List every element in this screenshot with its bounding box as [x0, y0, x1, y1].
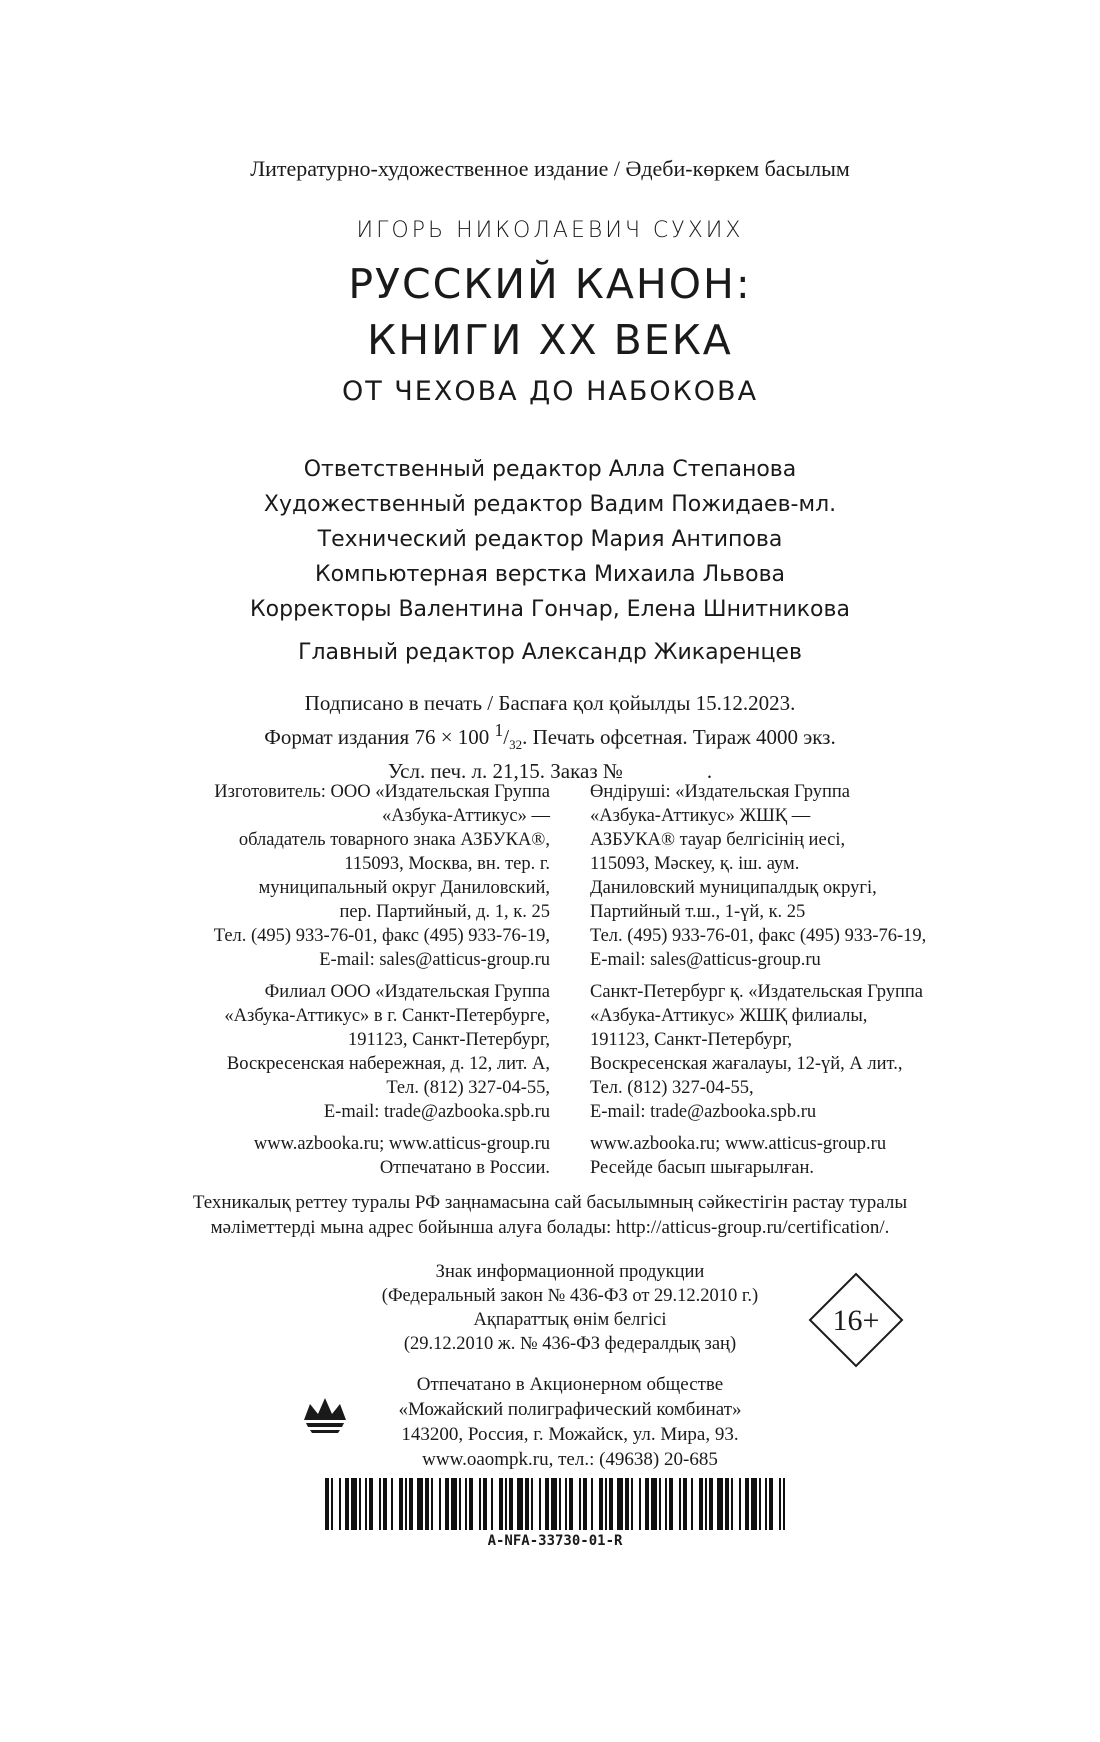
- barcode-bar: [565, 1478, 567, 1530]
- branch-line: 191123, Санкт-Петербург,: [348, 1030, 550, 1050]
- book-title-line-1: РУССКИЙ КАНОН:: [348, 260, 752, 308]
- barcode-bar: [617, 1478, 623, 1530]
- barcode-bar: [399, 1478, 403, 1530]
- barcode-bar: [391, 1478, 393, 1530]
- branch-line: «Азбука-Аттикус» ЖШҚ филиалы,: [590, 1006, 868, 1026]
- signed-to-print: Подписано в печать / Баспаға қол қойылды 15.12.2023.: [304, 691, 796, 715]
- barcode-bar: [325, 1478, 329, 1530]
- barcode-bar: [351, 1478, 357, 1530]
- printer-line: Отпечатано в Акционерном обществе: [416, 1374, 724, 1395]
- barcode-bar: [659, 1478, 661, 1530]
- barcode-bar: [409, 1478, 413, 1530]
- barcode-bar: [625, 1478, 629, 1530]
- manufacturer-line: «Азбука-Аттикус» —: [381, 806, 550, 826]
- barcode-bar: [745, 1478, 749, 1530]
- barcode-bar: [417, 1478, 423, 1530]
- credit-line: Ответственный редактор Алла Степанова: [303, 457, 797, 482]
- printer-line: 143200, Россия, г. Можайск, ул. Мира, 93.: [401, 1424, 739, 1445]
- author-name: ИГОРЬ НИКОЛАЕВИЧ СУХИХ: [356, 218, 744, 243]
- web-line: www.azbooka.ru; www.atticus-group.ru: [253, 1134, 550, 1154]
- book-subtitle: ОТ ЧЕХОВА ДО НАБОКОВА: [341, 376, 759, 407]
- barcode-bar: [725, 1478, 729, 1530]
- barcode-bar: [579, 1478, 581, 1530]
- sign-line: Ақпараттық өнім белгісі: [473, 1310, 667, 1330]
- barcode-bar: [345, 1478, 349, 1530]
- barcode-bar: [739, 1478, 741, 1530]
- credit-line: Художественный редактор Вадим Пожидаев-мл.: [263, 492, 837, 517]
- barcode-bar: [569, 1478, 573, 1530]
- edition-type: Литературно-художественное издание / Әдеби-көркем басылым: [250, 156, 850, 181]
- russian-imprint-column: [130, 780, 550, 1180]
- barcode-bar: [431, 1478, 433, 1530]
- barcode-bar: [379, 1478, 381, 1530]
- manufacturer-line: 115093, Мәскеу, қ. іш. аум.: [590, 854, 800, 874]
- barcode-bar: [705, 1478, 707, 1530]
- barcode-bar: [717, 1478, 723, 1530]
- web-line: Отпечатано в России.: [379, 1158, 550, 1178]
- manufacturer-line: Изготовитель: ООО «Издательская Группа: [214, 782, 550, 802]
- barcode-bar: [425, 1478, 429, 1530]
- barcode-bar: [551, 1478, 557, 1530]
- format-line: Формат издания 76 × 100 $^1/_{32}$. Печать офсетная. Тираж 4000 экз.: [264, 720, 836, 753]
- printing-house: [320, 1372, 820, 1472]
- branch-line: E-mail: trade@azbooka.spb.ru: [590, 1102, 817, 1122]
- editorial-credits: [0, 452, 1100, 627]
- barcode-bar: [383, 1478, 387, 1530]
- age-rating-text: 16+: [832, 1304, 880, 1337]
- barcode-bar: [591, 1478, 593, 1530]
- format-fraction-den: 32: [509, 737, 523, 753]
- barcode-bar: [517, 1478, 523, 1530]
- barcode-bar: [709, 1478, 713, 1530]
- barcode-bar: [559, 1478, 561, 1530]
- barcode-bar: [599, 1478, 603, 1530]
- branch-line: Воскресенская жағалауы, 12-үй, А лит.,: [590, 1054, 903, 1074]
- credit-line: Технический редактор Мария Антипова: [317, 527, 783, 552]
- barcode-bar: [405, 1478, 407, 1530]
- barcode-bar: [539, 1478, 541, 1530]
- technical-regulation-notice: [0, 1190, 1100, 1240]
- manufacturer-line: E-mail: sales@atticus-group.ru: [319, 950, 550, 970]
- barcode-code: A-NFA-33730-01-R: [487, 1533, 623, 1549]
- printer-line: www.oaompk.ru, тел.: (49638) 20-685: [422, 1449, 718, 1470]
- barcode-bar: [469, 1478, 473, 1530]
- manufacturer-line: Тел. (495) 933-76-01, факс (495) 933-76-19,: [213, 926, 550, 946]
- barcode-bar: [669, 1478, 673, 1530]
- sign-line: (29.12.2010 ж. № 436-ФЗ федералдық заң): [403, 1334, 737, 1354]
- branch-line: «Азбука-Аттикус» в г. Санкт-Петербурге,: [224, 1006, 550, 1026]
- barcode: [325, 1478, 785, 1530]
- web-line: Ресейде басып шығарылған.: [590, 1158, 815, 1178]
- barcode-bar: [465, 1478, 467, 1530]
- barcode-bar: [499, 1478, 503, 1530]
- credit-line: Корректоры Валентина Гончар, Елена Шнитникова: [250, 597, 850, 622]
- barcode-bar: [491, 1478, 493, 1530]
- format-fraction-num: 1: [494, 720, 504, 740]
- manufacturer-line: Тел. (495) 933-76-01, факс (495) 933-76-19,: [590, 926, 927, 946]
- barcode-bar: [645, 1478, 649, 1530]
- branch-line: E-mail: trade@azbooka.spb.ru: [323, 1102, 550, 1122]
- barcode-bar: [365, 1478, 367, 1530]
- barcode-bar: [683, 1478, 687, 1530]
- manufacturer-line: муниципальный округ Даниловский,: [258, 878, 550, 898]
- barcode-bar: [765, 1478, 767, 1530]
- barcode-bar: [679, 1478, 681, 1530]
- barcode-bar: [631, 1478, 633, 1530]
- print-info: [0, 690, 1100, 785]
- barcode-bar: [451, 1478, 457, 1530]
- barcode-bar: [505, 1478, 507, 1530]
- barcode-bar: [583, 1478, 587, 1530]
- printer-line: «Можайский полиграфический комбинат»: [398, 1399, 742, 1420]
- kazakh-imprint-column: [590, 780, 1010, 1180]
- manufacturer-line: Даниловский муниципалдық округі,: [590, 878, 877, 898]
- manufacturer-line: обладатель товарного знака АЗБУКА®,: [238, 830, 550, 850]
- barcode-bar: [783, 1478, 785, 1530]
- sheets-order: Усл. печ. л. 21,15. Заказ № .: [387, 759, 713, 784]
- format-prefix: Формат издания 76 × 100: [264, 725, 490, 749]
- barcode-bar: [483, 1478, 487, 1530]
- manufacturer-line: Партийный т.ш., 1-үй, к. 25: [590, 902, 806, 922]
- barcode-bar: [509, 1478, 513, 1530]
- barcode-bar: [525, 1478, 529, 1530]
- notice-line: Техникалық реттеу туралы РФ заңнамасына сай басылымның сәйкестігін растау туралы: [192, 1192, 908, 1213]
- barcode-bar: [699, 1478, 703, 1530]
- manufacturer-line: E-mail: sales@atticus-group.ru: [590, 950, 821, 970]
- manufacturer-line: пер. Партийный, д. 1, к. 25: [339, 902, 550, 922]
- credit-line: Компьютерная верстка Михаила Львова: [314, 562, 786, 587]
- barcode-bar: [665, 1478, 667, 1530]
- barcode-bar: [731, 1478, 733, 1530]
- branch-line: 191123, Санкт-Петербург,: [590, 1030, 792, 1050]
- book-title-line-2: КНИГИ ХХ ВЕКА: [367, 316, 733, 364]
- barcode-bar: [445, 1478, 449, 1530]
- barcode-bar: [531, 1478, 533, 1530]
- barcode-bar: [369, 1478, 373, 1530]
- barcode-bar: [339, 1478, 341, 1530]
- branch-line: Санкт-Петербург қ. «Издательская Группа: [590, 982, 923, 1002]
- chief-editor: Главный редактор Александр Жикаренцев: [298, 640, 802, 665]
- manufacturer-line: «Азбука-Аттикус» ЖШҚ —: [590, 806, 811, 826]
- branch-line: Тел. (812) 327-04-55,: [386, 1078, 550, 1098]
- barcode-bar: [359, 1478, 361, 1530]
- barcode-bar: [609, 1478, 613, 1530]
- branch-line: Воскресенская набережная, д. 12, лит. А,: [226, 1054, 550, 1074]
- barcode-bar: [545, 1478, 549, 1530]
- manufacturer-line: АЗБУКА® тауар белгісінің иесі,: [590, 830, 846, 850]
- notice-line: мәліметтерді мына адрес бойынша алуға болады: http://atticus-group.ru/certification/.: [210, 1217, 890, 1238]
- barcode-bar: [439, 1478, 441, 1530]
- sign-line: (Федеральный закон № 436-ФЗ от 29.12.2010 г.): [381, 1286, 759, 1306]
- branch-line: Тел. (812) 327-04-55,: [590, 1078, 754, 1098]
- barcode-bar: [691, 1478, 693, 1530]
- web-line: www.azbooka.ru; www.atticus-group.ru: [590, 1134, 887, 1154]
- barcode-bar: [639, 1478, 641, 1530]
- branch-line: Филиал ООО «Издательская Группа: [264, 982, 550, 1002]
- manufacturer-line: 115093, Москва, вн. тер. г.: [344, 854, 550, 874]
- barcode-bar: [605, 1478, 607, 1530]
- age-rating-badge: [808, 1272, 904, 1368]
- barcode-bar: [459, 1478, 461, 1530]
- format-suffix: . Печать офсетная. Тираж 4000 экз.: [522, 725, 836, 749]
- barcode-bar: [651, 1478, 657, 1530]
- barcode-bar: [331, 1478, 333, 1530]
- barcode-bar: [769, 1478, 773, 1530]
- barcode-bar: [759, 1478, 761, 1530]
- barcode-bar: [751, 1478, 757, 1530]
- sign-line: Знак информационной продукции: [435, 1262, 705, 1282]
- barcode-bar: [479, 1478, 481, 1530]
- manufacturer-line: Өндіруші: «Издательская Группа: [590, 782, 850, 802]
- info-product-sign: [320, 1260, 820, 1356]
- barcode-bar: [779, 1478, 781, 1530]
